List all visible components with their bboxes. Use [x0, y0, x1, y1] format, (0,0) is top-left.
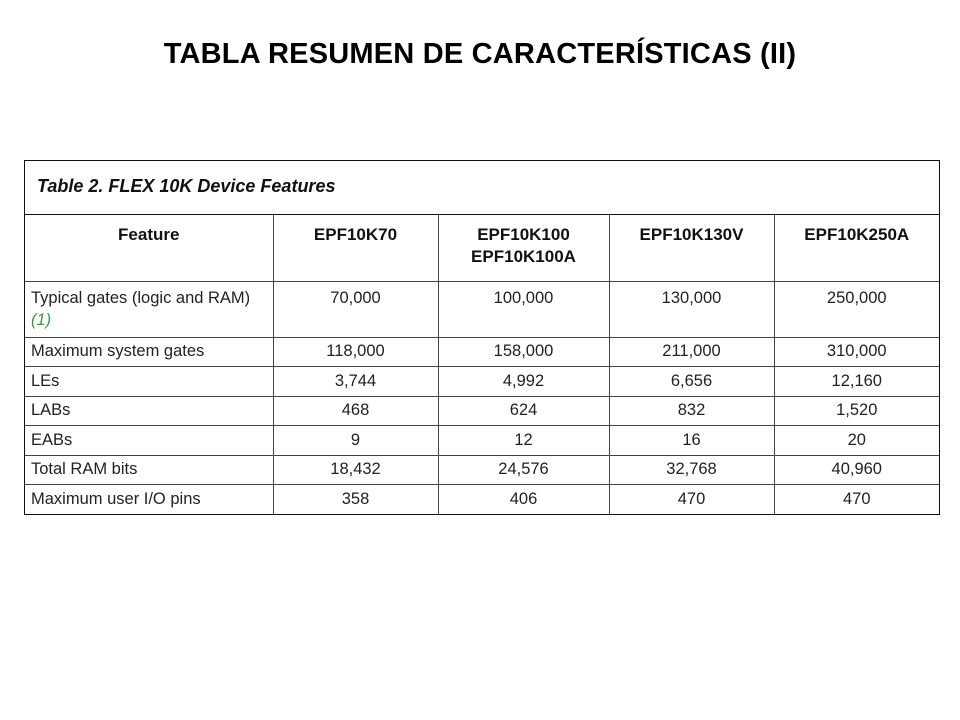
table-cell: 118,000 — [273, 337, 438, 367]
device-features-table — [25, 215, 939, 514]
table-cell: 6,656 — [609, 367, 774, 397]
table-cell: 70,000 — [273, 281, 438, 337]
row-feature-label: Maximum system gates — [25, 337, 273, 367]
table-cell: 406 — [438, 485, 609, 515]
header-label: EPF10K70 — [313, 225, 398, 244]
table-row — [25, 396, 939, 426]
table-cell: 4,992 — [438, 367, 609, 397]
table-cell: 100,000 — [438, 281, 609, 337]
table-cell: 832 — [609, 396, 774, 426]
table-cell: 310,000 — [774, 337, 939, 367]
table-cell: 470 — [609, 485, 774, 515]
table-cell: 32,768 — [609, 455, 774, 485]
header-epf10k70 — [273, 215, 438, 281]
header-epf10k130v — [609, 215, 774, 281]
table-cell: 158,000 — [438, 337, 609, 367]
table-row — [25, 367, 939, 397]
table-cell: 18,432 — [273, 455, 438, 485]
row-feature-label: LEs — [25, 367, 273, 397]
header-label: EPF10K130V — [639, 225, 744, 244]
table-cell: 468 — [273, 396, 438, 426]
table-cell: 16 — [609, 426, 774, 456]
table-cell: 3,744 — [273, 367, 438, 397]
table-cell: 470 — [774, 485, 939, 515]
footnote-ref: (1) — [31, 310, 52, 329]
table-cell: 624 — [438, 396, 609, 426]
table-row — [25, 455, 939, 485]
row-feature-label: Total RAM bits — [25, 455, 273, 485]
table-caption: Table 2. FLEX 10K Device Features — [25, 161, 939, 215]
table-row — [25, 337, 939, 367]
header-epf10k250a — [774, 215, 939, 281]
table-row — [25, 485, 939, 515]
table-cell: 1,520 — [774, 396, 939, 426]
header-feature — [25, 215, 273, 281]
header-label: EPF10K250A — [804, 225, 910, 244]
table-cell: 40,960 — [774, 455, 939, 485]
row-feature-label: EABs — [25, 426, 273, 456]
row-feature-label: LABs — [25, 396, 273, 426]
table-cell: 12 — [438, 426, 609, 456]
table-cell: 12,160 — [774, 367, 939, 397]
header-label: EPF10K100 EPF10K100A — [471, 225, 576, 266]
table-row — [25, 281, 939, 337]
table-cell: 130,000 — [609, 281, 774, 337]
slide-title: TABLA RESUMEN DE CARACTERÍSTICAS (II) — [163, 38, 797, 70]
header-label: Feature — [118, 225, 180, 244]
table-cell: 211,000 — [609, 337, 774, 367]
table-header-row — [25, 215, 939, 281]
table-cell: 250,000 — [774, 281, 939, 337]
table-row — [25, 426, 939, 456]
feature-table-frame — [24, 160, 940, 515]
table-cell: 358 — [273, 485, 438, 515]
table-cell: 20 — [774, 426, 939, 456]
row-feature-label: Maximum user I/O pins — [25, 485, 273, 515]
row-feature-label: Typical gates (logic and RAM) (1) — [25, 281, 273, 337]
header-epf10k100 — [438, 215, 609, 281]
table-cell: 24,576 — [438, 455, 609, 485]
table-cell: 9 — [273, 426, 438, 456]
